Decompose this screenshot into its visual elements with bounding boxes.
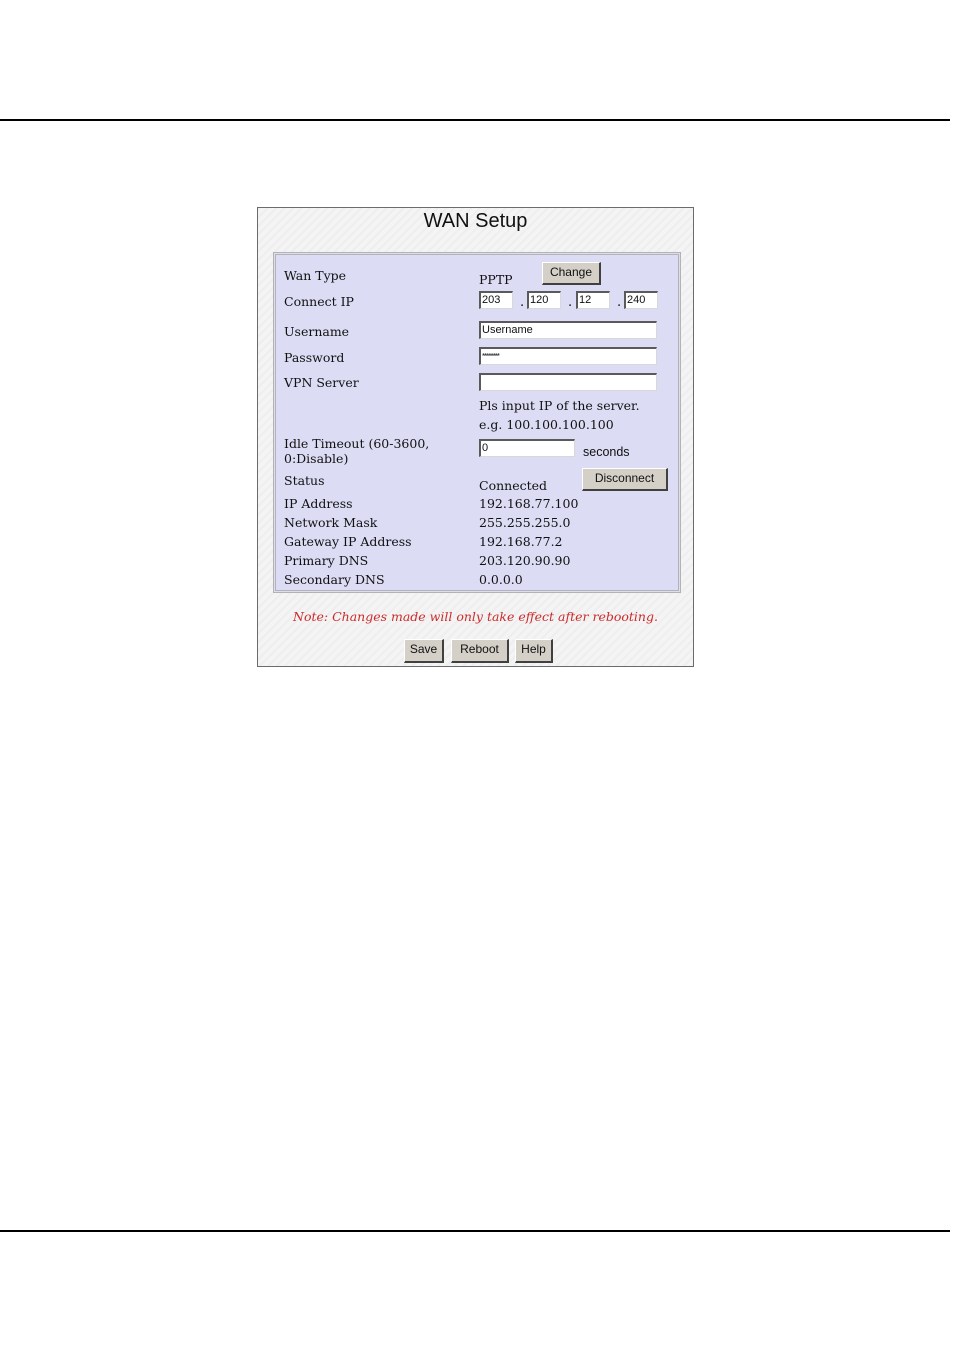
primary-dns-value: 203.120.90.90 <box>479 553 571 568</box>
network-mask-label: Network Mask <box>284 515 378 530</box>
ip-separator: . <box>520 295 525 310</box>
vpn-server-example: e.g. 100.100.100.100 <box>479 417 614 432</box>
footer-rule <box>0 1230 950 1232</box>
idle-timeout-label-line2: 0:Disable) <box>284 451 349 466</box>
header-rule <box>0 119 950 121</box>
connect-ip-octet-2[interactable]: 120 <box>527 291 561 309</box>
ip-separator: . <box>617 295 622 310</box>
save-button[interactable]: Save <box>404 639 444 663</box>
wan-setup-window <box>257 207 694 667</box>
ip-separator: . <box>568 295 573 310</box>
connect-ip-label: Connect IP <box>284 294 354 309</box>
gateway-label: Gateway IP Address <box>284 534 412 549</box>
connect-ip-octet-4[interactable]: 240 <box>624 291 658 309</box>
idle-timeout-label <box>284 436 429 466</box>
reboot-button[interactable]: Reboot <box>451 639 509 663</box>
idle-timeout-label-line1: Idle Timeout (60-3600, <box>284 436 430 451</box>
wan-type-label: Wan Type <box>284 268 347 283</box>
status-label: Status <box>284 473 325 488</box>
connect-ip-octet-3[interactable]: 12 <box>576 291 610 309</box>
idle-timeout-input[interactable]: 0 <box>479 439 575 457</box>
idle-timeout-unit: seconds <box>583 445 630 459</box>
vpn-server-label: VPN Server <box>284 375 359 390</box>
disconnect-button[interactable]: Disconnect <box>582 468 668 491</box>
wan-type-value: PPTP <box>479 272 513 287</box>
vpn-server-hint: Pls input IP of the server. <box>479 398 640 413</box>
ip-address-label: IP Address <box>284 496 353 511</box>
help-button[interactable]: Help <box>515 639 553 663</box>
settings-panel <box>273 252 681 593</box>
gateway-value: 192.168.77.2 <box>479 534 563 549</box>
network-mask-value: 255.255.255.0 <box>479 515 571 530</box>
password-label: Password <box>284 350 345 365</box>
secondary-dns-value: 0.0.0.0 <box>479 572 523 587</box>
password-input[interactable]: ******** <box>479 347 657 365</box>
connect-ip-octet-1[interactable]: 203 <box>479 291 513 309</box>
username-input[interactable]: Username <box>479 321 657 339</box>
username-label: Username <box>284 324 350 339</box>
ip-address-value: 192.168.77.100 <box>479 496 579 511</box>
change-button[interactable]: Change <box>542 262 601 285</box>
status-value: Connected <box>479 478 548 493</box>
secondary-dns-label: Secondary DNS <box>284 572 385 587</box>
primary-dns-label: Primary DNS <box>284 553 369 568</box>
reboot-note: Note: Changes made will only take effect after rebooting. <box>293 609 658 624</box>
page-title: WAN Setup <box>423 210 528 232</box>
vpn-server-input[interactable] <box>479 373 657 391</box>
